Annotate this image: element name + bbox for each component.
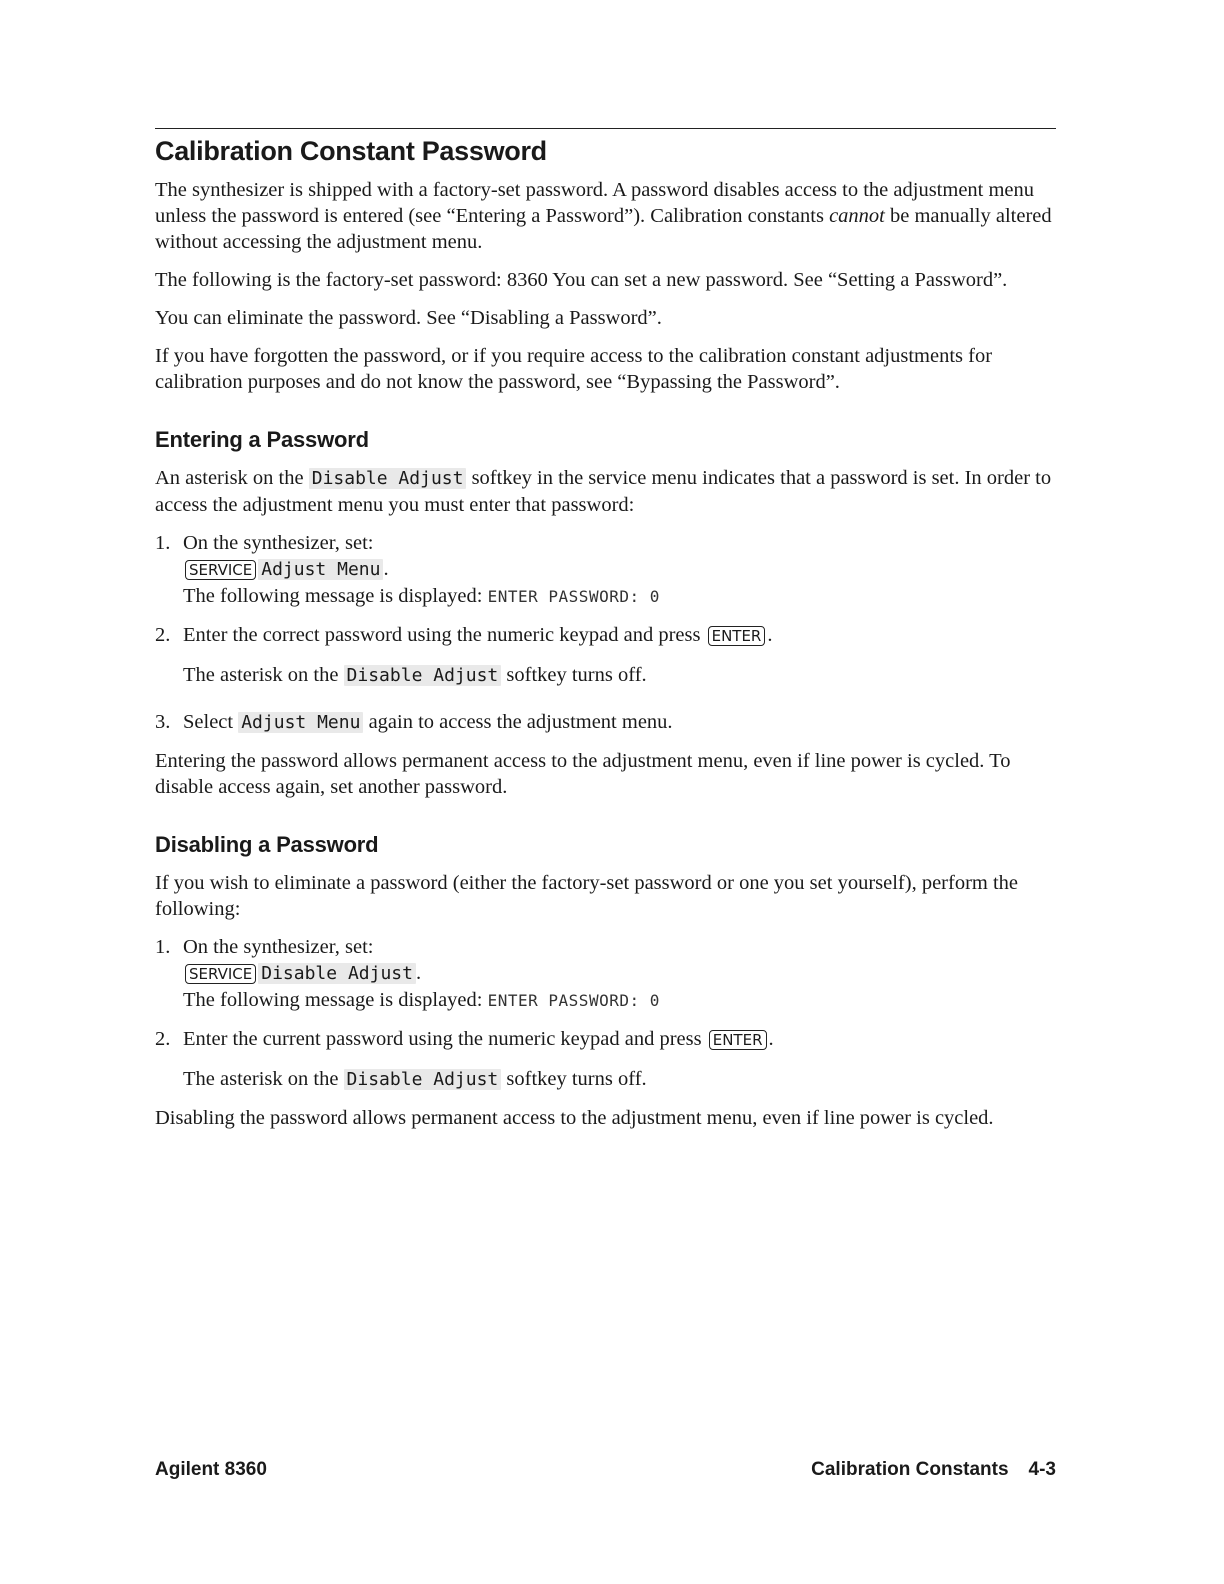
step-number: 3. — [155, 711, 171, 733]
list-item — [155, 1026, 1056, 1093]
entering-closing: Entering the password allows permanent access to the adjustment menu, even if line power is cycled. To disable access again, set another password. — [155, 750, 1011, 798]
lead-text: An asterisk on the — [155, 467, 309, 489]
step-number: 2. — [155, 1028, 171, 1050]
intro-paragraph-4: If you have forgotten the password, or if you require access to the calibration constant adjustments for calibration purposes and do not know the password, see “Bypassing the Password”. — [155, 345, 993, 393]
disable-adjust-softkey: Disable Adjust — [344, 665, 502, 686]
disable-adjust-softkey: Disable Adjust — [258, 963, 416, 984]
adjust-menu-softkey: Adjust Menu — [238, 712, 363, 733]
disable-adjust-softkey: Disable Adjust — [344, 1069, 502, 1090]
disable-adjust-softkey: Disable Adjust — [309, 468, 467, 489]
intro-text: The synthesizer is shipped with a factory-set password. A password disables access to the adjustment menu unless the password is entered (see “Entering a Password”). Calibration constants — [155, 179, 1035, 227]
message-label: The following message is displayed: — [183, 989, 488, 1011]
top-rule — [155, 128, 1056, 129]
section-heading-entering: Entering a Password — [155, 427, 369, 452]
step-number: 1. — [155, 936, 171, 958]
intro-text: be manually altered without accessing the adjustment menu. — [155, 205, 1052, 253]
display-message: ENTER PASSWORD: 0 — [487, 587, 660, 606]
intro-paragraph-1 — [155, 177, 1056, 255]
service-hardkey: SERVICE — [185, 964, 256, 984]
message-label: The following message is displayed: — [183, 585, 488, 607]
list-item — [155, 934, 1056, 1014]
disabling-steps — [155, 934, 1056, 1093]
enter-hardkey: ENTER — [709, 1030, 767, 1050]
document-page — [155, 128, 1056, 1143]
display-message: ENTER PASSWORD: 0 — [487, 991, 660, 1010]
disabling-lead: If you wish to eliminate a password (either the factory-set password or one you set yourself), perform the following: — [155, 872, 1019, 920]
page-footer — [155, 1459, 1056, 1481]
step-text: Select — [183, 711, 239, 733]
step-number: 1. — [155, 532, 171, 554]
step-text: Enter the current password using the numeric keypad and press — [183, 1028, 707, 1050]
lead-text: softkey in the service menu indicates that a password is set. In order to access the adjustment menu you must enter that password: — [155, 467, 1052, 516]
step-tail: . — [767, 624, 773, 646]
list-item — [155, 709, 1056, 736]
sub-text: softkey turns off. — [501, 1068, 647, 1090]
step-number: 2. — [155, 624, 171, 646]
sub-text: The asterisk on the — [183, 664, 344, 686]
step-tail: . — [768, 1028, 774, 1050]
section-heading-disabling: Disabling a Password — [155, 832, 379, 857]
sub-text: softkey turns off. — [501, 664, 647, 686]
footer-right — [811, 1459, 1056, 1481]
footer-product: Agilent 8360 — [155, 1459, 267, 1480]
adjust-menu-softkey: Adjust Menu — [258, 559, 383, 580]
sub-text: The asterisk on the — [183, 1068, 344, 1090]
intro-paragraph-2: The following is the factory-set password: 8360 You can set a new password. See “Setting a Password”. — [155, 269, 1008, 291]
enter-hardkey: ENTER — [708, 626, 766, 646]
page-title: Calibration Constant Password — [155, 136, 547, 166]
list-item — [155, 530, 1056, 610]
step-text: again to access the adjustment menu. — [363, 711, 673, 733]
service-hardkey: SERVICE — [185, 560, 256, 580]
step-text: On the synthesizer, set: — [183, 936, 374, 958]
entering-lead — [155, 465, 1056, 518]
disabling-closing: Disabling the password allows permanent access to the adjustment menu, even if line power is cycled. — [155, 1107, 994, 1129]
footer-section: Calibration Constants — [811, 1459, 1009, 1480]
entering-steps — [155, 530, 1056, 736]
step-tail: . — [415, 962, 422, 984]
step-text: Enter the correct password using the numeric keypad and press — [183, 624, 706, 646]
intro-paragraph-3: You can eliminate the password. See “Disabling a Password”. — [155, 307, 662, 329]
emphasis-text: cannot — [829, 205, 885, 227]
footer-page-number: 4-3 — [1028, 1459, 1056, 1480]
step-tail: . — [383, 558, 389, 580]
step-text: On the synthesizer, set: — [183, 532, 374, 554]
list-item — [155, 622, 1056, 689]
